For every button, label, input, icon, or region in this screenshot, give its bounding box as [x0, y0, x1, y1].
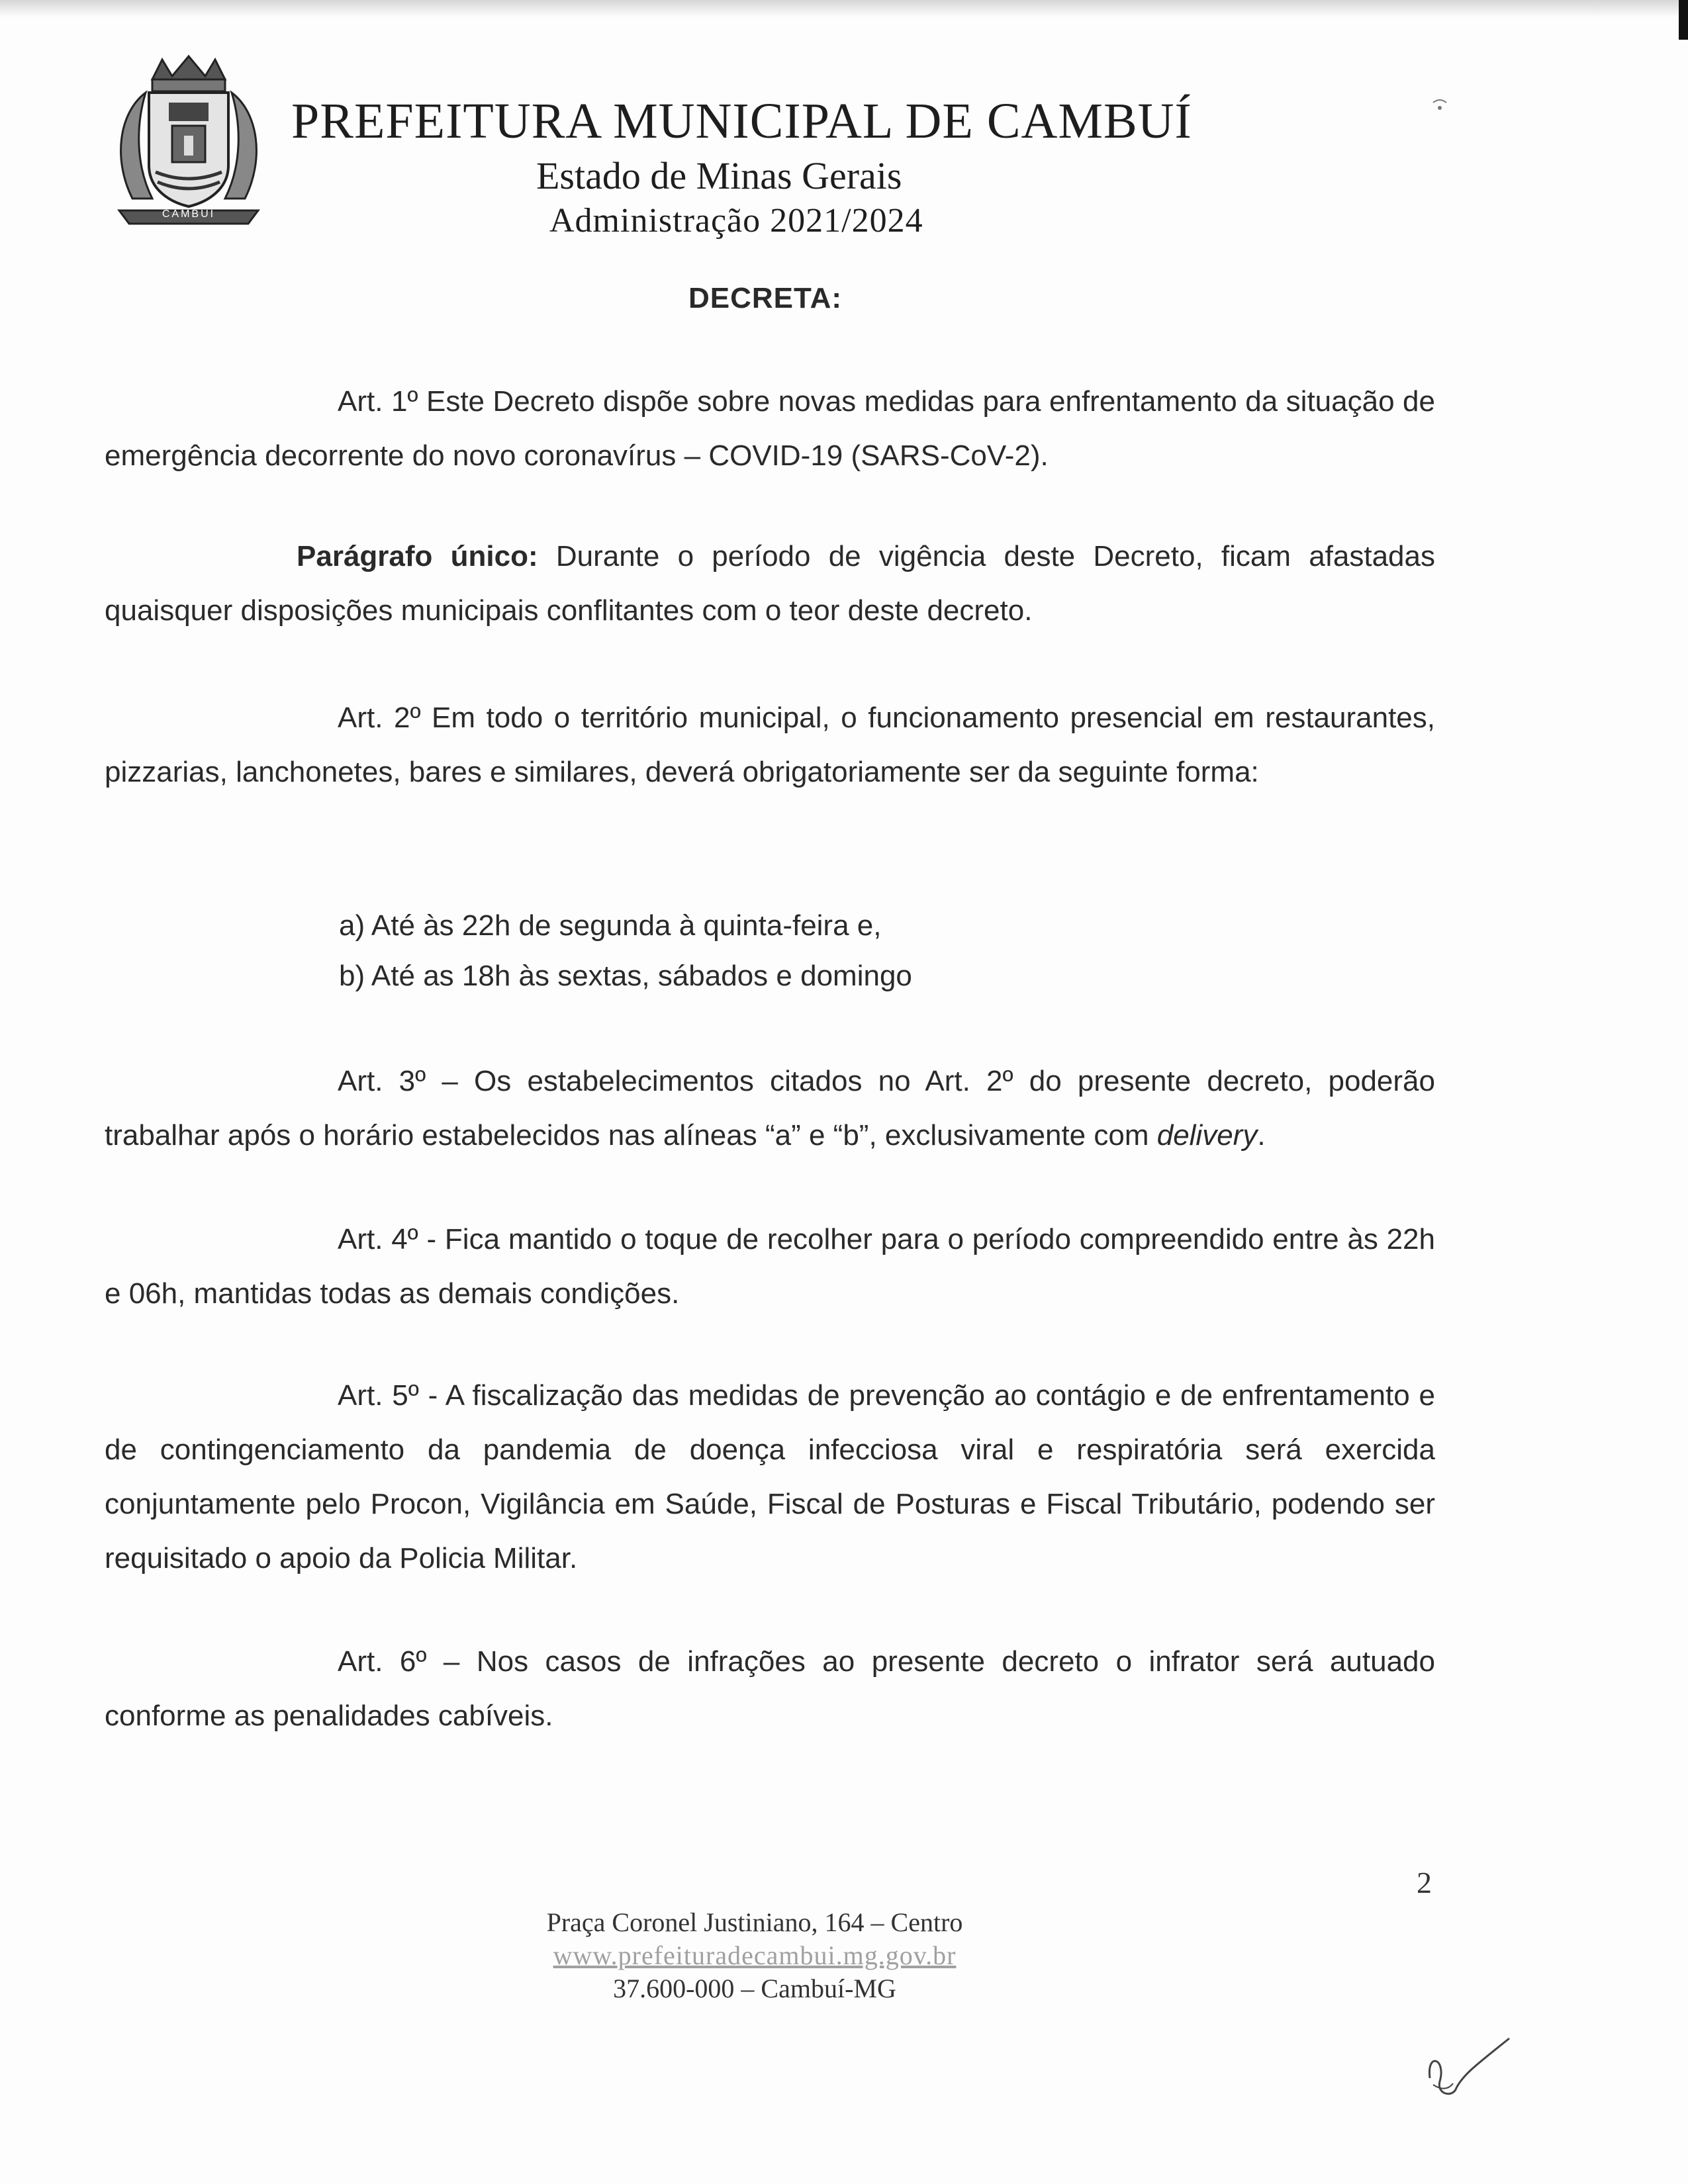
list-item: b) Até as 18h às sextas, sábados e domingo	[339, 960, 912, 992]
administration-period: Administração 2021/2024	[549, 202, 923, 240]
signature-initials-icon	[1417, 2025, 1523, 2118]
list-item: a) Até às 22h de segunda à quinta-feira e,	[339, 909, 882, 942]
footer-zip-city: 37.600-000 – Cambuí-MG	[613, 1974, 896, 2003]
article-3-text: Art. 3º – Os estabelecimentos citados no Art. 2º do presente decreto, poderão trabalhar após o horário estabelecidos nas alíneas “a” e “b”, exclusivamente com	[105, 1065, 1435, 1152]
sole-paragraph-label: Parágrafo único:	[297, 540, 538, 572]
municipality-title: PREFEITURA MUNICIPAL DE CAMBUÍ	[291, 93, 1192, 149]
article-6: Art. 6º – Nos casos de infrações ao presente decreto o infrator será autuado conforme as penalidades cabíveis.	[105, 1645, 1435, 1732]
footer-address: Praça Coronel Justiniano, 164 – Centro	[546, 1907, 963, 1937]
article-5: Art. 5º - A fiscalização das medidas de prevenção ao contágio e de enfrentamento e de contingenciamento da pandemia de doença infecciosa viral e respiratória será exercida conjuntamente pelo Procon, Vigilância em Saúde, Fiscal de Posturas e Fiscal Tributário, podendo ser requisitado o apoio da Policia Militar.	[105, 1379, 1435, 1574]
footer-address-block	[424, 1906, 1086, 2005]
article-2: Art. 2º Em todo o território municipal, o funcionamento presencial em restaurantes, pizzarias, lanchonetes, bares e similares, deverá obrigatoriamente ser da seguinte forma:	[105, 702, 1435, 788]
scan-edge-mark	[1679, 0, 1688, 40]
section-heading: DECRETA:	[688, 282, 843, 314]
article-4: Art. 4º - Fica mantido o toque de recolher para o período compreendido entre às 22h e 06h, mantidas todas as demais condições.	[105, 1223, 1435, 1310]
article-3	[105, 1054, 1435, 1163]
footer-website-link[interactable]: www.prefeituradecambui.mg.gov.br	[553, 1940, 957, 1970]
article-1: Art. 1º Este Decreto dispõe sobre novas medidas para enfrentamento da situação de emergência decorrente do novo coronavírus – COVID-19 (SARS-CoV-2).	[105, 385, 1435, 472]
crest-ribbon-text: CAMBUÍ	[162, 208, 216, 220]
article-3-end: .	[1257, 1119, 1266, 1152]
page-number: 2	[1417, 1866, 1432, 1899]
sole-paragraph-text: Durante o período de vigência deste Decreto, ficam afastadas quaisquer disposições municipais conflitantes com o teor deste decreto.	[105, 540, 1435, 627]
state-name: Estado de Minas Gerais	[536, 154, 902, 197]
article-3-emphasis: delivery	[1156, 1119, 1258, 1152]
scan-speck-icon	[1430, 96, 1450, 116]
sole-paragraph	[105, 529, 1435, 638]
scan-shadow-top	[0, 0, 1688, 17]
municipal-crest-icon	[106, 53, 271, 232]
